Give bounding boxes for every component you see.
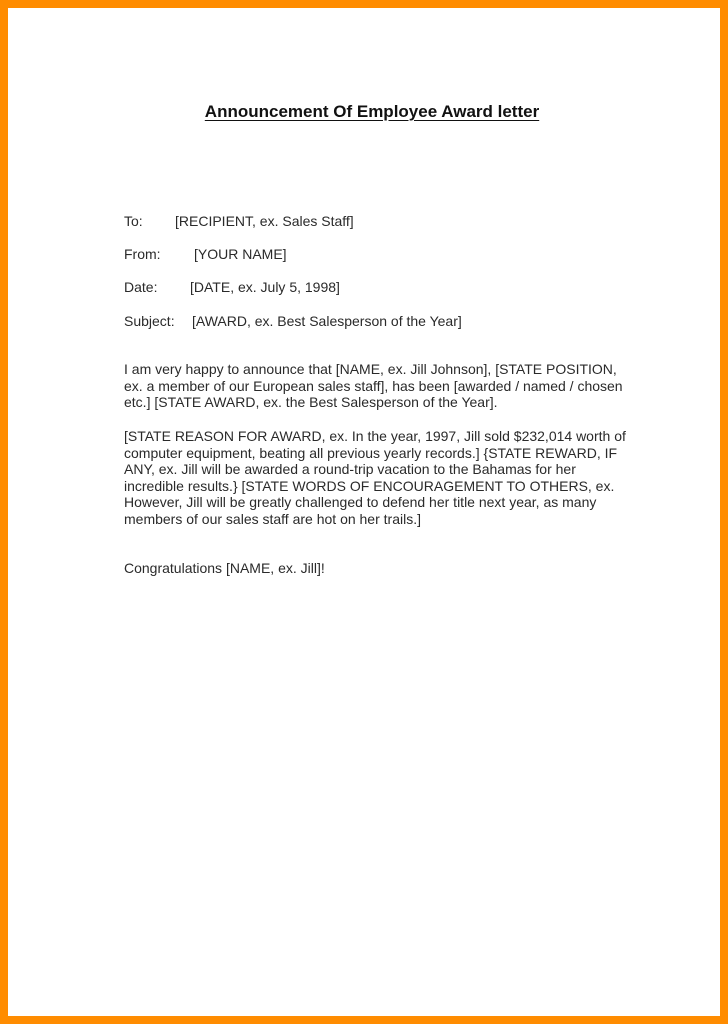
to-label: To: [124, 213, 143, 229]
body-paragraph-announcement: I am very happy to announce that [NAME, ex. Jill Johnson], [STATE POSITION, ex. a member of our European sales staff], has been [awarded / named / chosen etc.] [STATE AWARD, ex. the Best Salesperson of the Year]. [124, 361, 623, 410]
closing-line: Congratulations [NAME, ex. Jill]! [124, 560, 325, 576]
date-value: [DATE, ex. July 5, 1998] [190, 279, 340, 295]
from-label: From: [124, 246, 161, 262]
date-label: Date: [124, 279, 158, 295]
to-value: [RECIPIENT, ex. Sales Staff] [175, 213, 354, 229]
subject-label: Subject: [124, 313, 175, 329]
body-paragraph-reason: [STATE REASON FOR AWARD, ex. In the year, 1997, Jill sold $232,014 worth of computer equipment, beating all previous yearly records.] {STATE REWARD, IF ANY, ex. Jill will be awarded a round-trip vacation to the Bahamas for her incredible results.} [STATE WORDS OF ENCOURAGEMENT TO OTHERS, ex. However, Jill will be greatly challenged to defend her title next year, as many members of our sales staff are hot on her trails.] [124, 428, 626, 527]
subject-value: [AWARD, ex. Best Salesperson of the Year] [192, 313, 462, 329]
from-value: [YOUR NAME] [194, 246, 287, 262]
letter-title: Announcement Of Employee Award letter [204, 102, 540, 121]
